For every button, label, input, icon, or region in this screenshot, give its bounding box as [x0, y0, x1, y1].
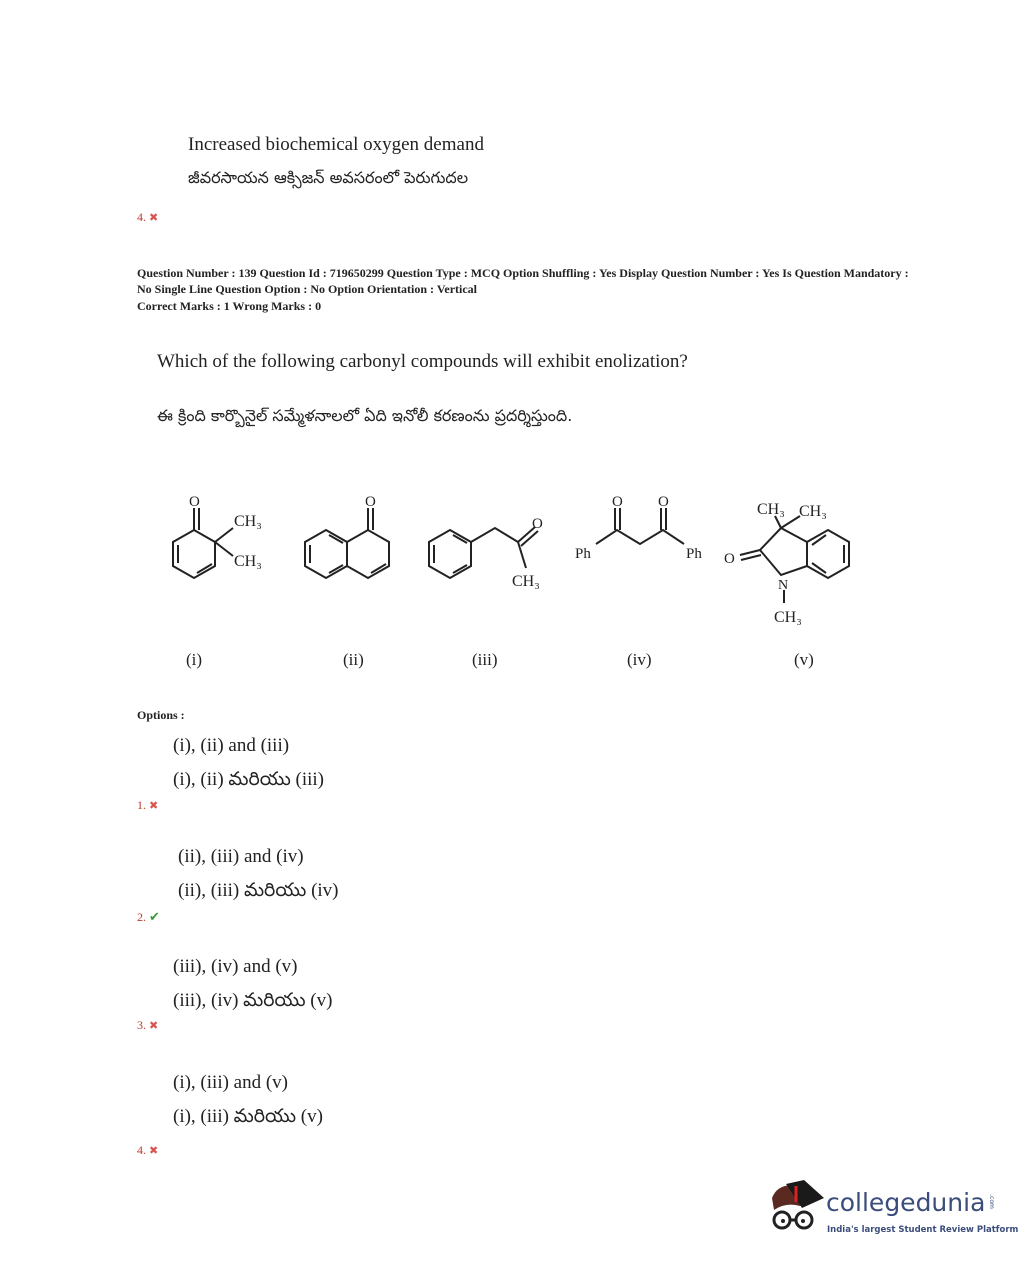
- structure-label: (ii): [343, 650, 364, 669]
- option-text-te: (i), (iii) మరియు (v): [173, 1106, 323, 1127]
- option-text-en: (iii), (iv) and (v): [173, 956, 298, 977]
- svg-text:O: O: [532, 516, 543, 532]
- question-text-en: Which of the following carbonyl compounds will exhibit enolization?: [157, 351, 688, 372]
- option-text-en: (ii), (iii) and (iv): [178, 846, 304, 867]
- svg-text:CH₃: CH₃: [799, 503, 827, 520]
- collegedunia-logo: [766, 1176, 1019, 1246]
- svg-text:CH₃: CH₃: [234, 553, 262, 570]
- structure-label: (v): [794, 650, 814, 669]
- svg-text:O: O: [612, 494, 623, 510]
- option-text-en: (i), (iii) and (v): [173, 1072, 289, 1093]
- svg-text:O: O: [658, 494, 669, 510]
- structure-ii: [305, 494, 389, 578]
- svg-text:CH₃: CH₃: [234, 513, 262, 530]
- correct-check-icon: ✔: [149, 909, 160, 924]
- option-text-en: (i), (ii) and (iii): [173, 735, 290, 756]
- option-text-te: (ii), (iii) మరియు (iv): [178, 880, 339, 901]
- question-marks: Correct Marks : 1 Wrong Marks : 0: [137, 299, 322, 313]
- svg-text:O: O: [189, 494, 200, 510]
- options-label: Options :: [137, 708, 185, 722]
- svg-text:Ph: Ph: [686, 546, 702, 562]
- prev-option-te: జీవరసాయన ఆక్సిజన్ అవసరంలో పెరుగుదల: [188, 168, 469, 187]
- svg-text:CH₃: CH₃: [774, 609, 802, 626]
- prev-option-en: Increased biochemical oxygen demand: [188, 134, 484, 155]
- wrong-icon: ✖: [149, 800, 159, 812]
- structure-v: [724, 501, 849, 626]
- option-number: 3.: [137, 1018, 146, 1032]
- structure-label: (iii): [472, 650, 498, 669]
- logo-tagline: India's largest Student Review Platform: [827, 1225, 1019, 1235]
- wrong-icon: ✖: [149, 1145, 159, 1157]
- svg-text:O: O: [365, 494, 376, 510]
- question-text-te: ఈ క్రింది కార్బొనైల్ సమ్మేళనాలలో ఏది ఇనోలీ కరణంను ప్రదర్శిస్తుంది.: [157, 406, 573, 425]
- option-text-te: (iii), (iv) మరియు (v): [173, 990, 333, 1011]
- logo-wordmark: collegedunia: [826, 1188, 986, 1217]
- wrong-icon: ✖: [149, 1020, 159, 1032]
- svg-text:O: O: [724, 551, 735, 567]
- logo-suffix: .com: [987, 1194, 995, 1209]
- structure-iv: [575, 494, 702, 562]
- svg-text:N: N: [778, 578, 789, 593]
- option-number: 1.: [137, 798, 146, 812]
- question-meta: Question Number : 139 Question Id : 719650299 Question Type : MCQ Option Shuffling : Yes Display Question Number : Yes Is Question Mandatory : No Single Line Question Option : No Option Orientation : Vertical: [137, 266, 909, 296]
- svg-text:CH₃: CH₃: [757, 501, 785, 518]
- svg-text:Ph: Ph: [575, 546, 591, 562]
- structure-iii: [429, 516, 543, 590]
- mascot-icon: [766, 1176, 826, 1246]
- option-number: 2.: [137, 910, 146, 924]
- option-text-te: (i), (ii) మరియు (iii): [173, 769, 325, 790]
- structure-label: (iv): [627, 650, 652, 669]
- prev-option-number: 4.: [137, 210, 146, 224]
- option-number: 4.: [137, 1143, 146, 1157]
- structure-i: [173, 494, 262, 578]
- wrong-icon: ✖: [149, 212, 159, 224]
- svg-text:CH₃: CH₃: [512, 573, 540, 590]
- structure-label: (i): [186, 650, 203, 669]
